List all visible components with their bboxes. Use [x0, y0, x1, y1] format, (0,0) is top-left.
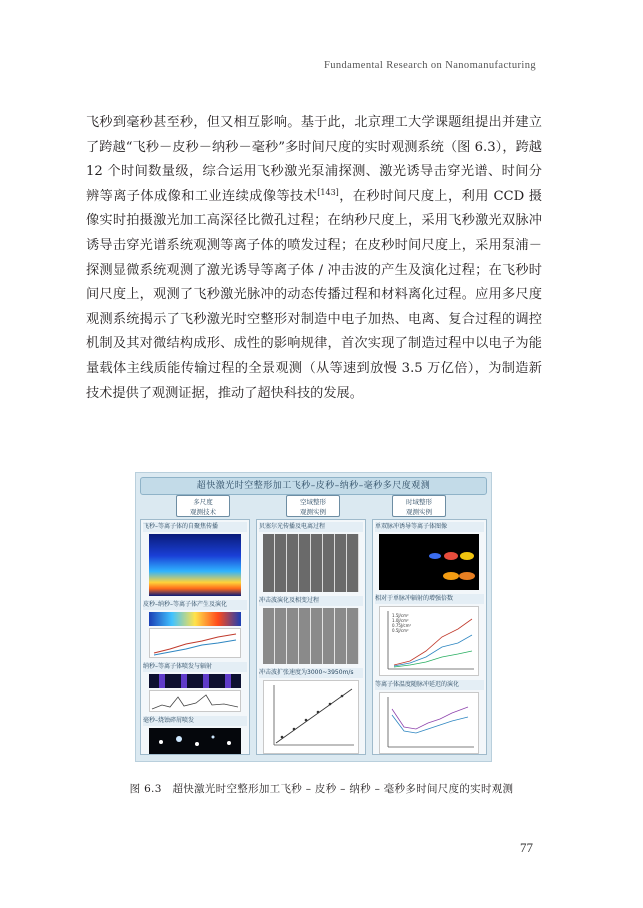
- tag-line: 观测实例: [300, 508, 326, 516]
- figure-title: 超快激光时空整形加工飞秒–皮秒–纳秒–毫秒多尺度观测: [140, 477, 487, 495]
- legend-entry: 1.5J/cm²: [392, 613, 409, 618]
- plasma-chart: [149, 628, 241, 658]
- temperature-chart-svg: [380, 693, 478, 753]
- paragraph-text-2: ，在秒时间尺度上，利用 CCD 摄像实时拍摄激光加工高深径比微孔过程；在纳秒尺度上，采用飞秒激光双脉冲诱导击穿光谱系统观测等离子体的喷发过程；在皮秒时间尺度上，采用泵浦－探测显微系统观测了激光诱导等离子体 / 冲击波的产生及演化过程；在飞秒时间尺度上，观测了飞秒激光脉冲的动态传播过程和材料离化过程。应用多尺度观测系统揭示了飞秒激光时空整形对制造中电子加热、电离、复合过程的调控机制及其对微结构成形、成性的影响规律，首次实现了制造过程中以电子为能量载体主线质能传输过程的全景观测（从等速到放慢 3.5 万亿倍），为制造新技术提供了观测证据，推动了超快科技的发展。: [86, 188, 542, 401]
- emission-image-strip: [149, 674, 241, 688]
- enhancement-chart: [379, 606, 479, 676]
- label-fs-self-focusing: 飞秒–等离子体的自聚焦传播: [143, 522, 247, 532]
- figure-column-spatial: [256, 519, 366, 755]
- legend-entry: 0.5J/cm²: [392, 628, 409, 633]
- label-ms-debris: 毫秒–烧蚀碎屑喷发: [143, 716, 247, 726]
- label-shockwave: 冲击波演化及相变过程: [259, 596, 363, 606]
- figure-column-temporal: [372, 519, 487, 755]
- tag-line: 多尺度: [193, 498, 213, 506]
- enhancement-chart-svg: [380, 607, 478, 675]
- label-bessel: 贝塞尔光传播及电离过程: [259, 522, 363, 532]
- speed-chart-svg: [264, 681, 358, 753]
- tag-line: 观测实例: [406, 508, 432, 516]
- label-plasma-temperature: 等离子体温度随脉冲延迟的演化: [375, 680, 484, 690]
- tag-line: 空域整形: [300, 498, 326, 506]
- tag-temporal: [392, 495, 446, 517]
- plasma-chart-svg: [150, 629, 240, 657]
- speed-chart: [263, 680, 359, 754]
- plasma-evolution-strip: [149, 612, 241, 626]
- paragraph-text-1: 飞秒到毫秒甚至秒，但又相互影响。基于此，北京理工大学课题组提出并建立了跨越“飞秒－皮秒－纳秒－毫秒”多时间尺度的实时观测系统（图 6.3），跨越 12 个时间数量级，综合运用飞秒激光泵浦探测、激光诱导击穿光谱、时间分辨等离子体成像和工业连续成像等技术: [86, 115, 542, 204]
- tag-line: 时域整形: [406, 498, 432, 506]
- shockwave-frames: [263, 608, 359, 664]
- label-expansion-speed: 冲击波扩张速度为3000~3950m/s: [259, 668, 363, 678]
- emission-spectrum-svg: [150, 691, 240, 711]
- self-focusing-image: [149, 534, 241, 596]
- double-pulse-images: [379, 534, 479, 590]
- double-pulse-svg: [379, 534, 479, 590]
- bessel-frames: [263, 534, 359, 592]
- tag-multiscale: [176, 495, 230, 517]
- figure-caption: 图 6.3 超快激光时空整形加工飞秒 – 皮秒 – 纳秒 – 毫秒多时间尺度的实时观测: [129, 783, 514, 795]
- label-ns-plasma-emission: 纳秒–等离子体喷发与辐射: [143, 662, 247, 672]
- label-ps-ns-plasma: 皮秒–纳秒–等离子体产生及演化: [143, 600, 247, 610]
- tag-line: 观测技术: [190, 508, 216, 516]
- citation-ref[interactable]: [143]: [317, 187, 339, 197]
- running-header: Fundamental Research on Nanomanufacturing: [323, 60, 536, 71]
- temperature-chart: [379, 692, 479, 754]
- legend-entry: 1.0J/cm²: [392, 618, 409, 623]
- legend-entry: 0.75J/cm²: [392, 623, 412, 628]
- figure-6-3: [135, 472, 492, 762]
- figure-column-techniques: [140, 519, 250, 755]
- label-double-pulse: 单双脉冲诱导等离子体图像: [375, 522, 484, 532]
- emission-spectrum: [149, 690, 241, 712]
- label-enhancement: 相对于单脉冲辐射的增强倍数: [375, 594, 484, 604]
- debris-svg: [149, 728, 241, 754]
- body-paragraph: [86, 111, 542, 406]
- debris-image: [149, 728, 241, 754]
- tag-spatial: [286, 495, 340, 517]
- page-number: 77: [520, 840, 533, 855]
